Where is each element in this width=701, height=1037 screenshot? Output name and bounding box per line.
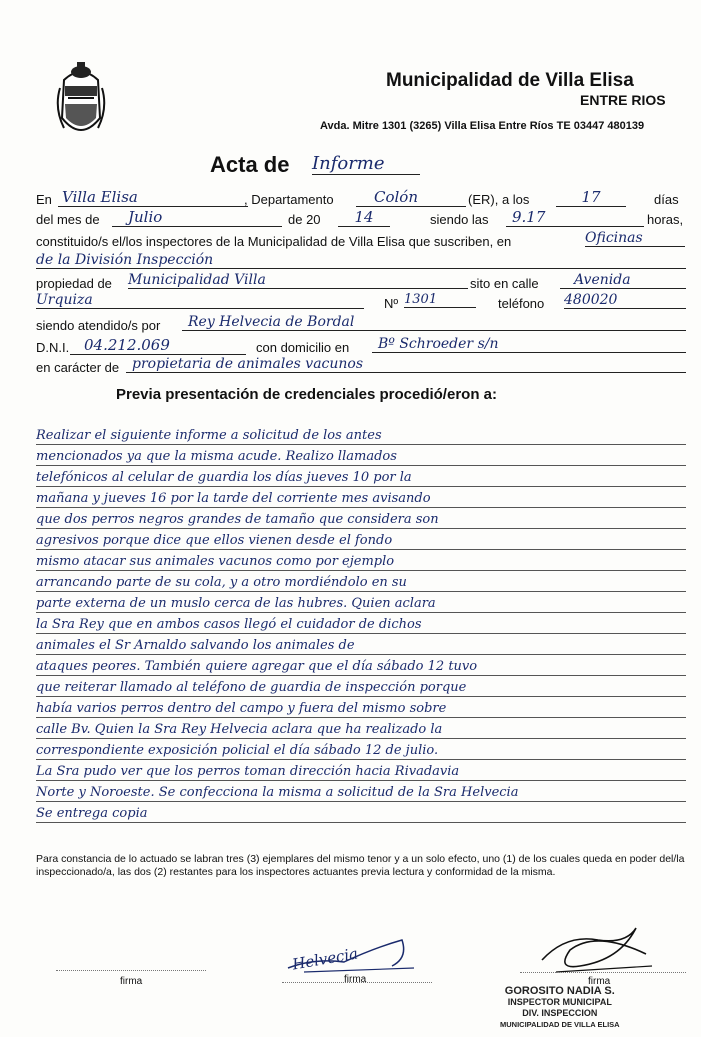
mes-label: del mes de (36, 212, 100, 227)
narrative-rule (36, 696, 686, 697)
caracter-value: propietaria de animales vacunos (126, 356, 686, 373)
anio-label: de 20 (288, 212, 321, 227)
anio-value: 14 (338, 208, 390, 227)
constituido-label: constituido/s el/los inspectores de la Municipalidad de Villa Elisa que suscriben, en (36, 234, 512, 249)
narrative-rule (36, 528, 686, 529)
municipality-address: Avda. Mitre 1301 (3265) Villa Elisa Entre Ríos TE 03447 480139 (320, 120, 645, 132)
signature-2-stroke-icon (284, 928, 424, 978)
calle-value-2: Urquiza (36, 292, 364, 309)
siendo-label: siendo las (430, 212, 489, 227)
narrative-line: había varios perros dentro del campo y fuera del mismo sobre (36, 701, 447, 716)
province-name: ENTRE RIOS (580, 92, 666, 108)
calle-value-1: Avenida (560, 272, 686, 289)
narrative-line: arrancando parte de su cola, y a otro mordiéndolo en su (36, 575, 407, 590)
narrative-line: mismo atacar sus animales vacunos como por ejemplo (36, 554, 395, 569)
narrative-line: Realizar el siguiente informe a solicitud de los antes (36, 428, 382, 443)
narrative-line: agresivos porque dice que ellos vienen desde el fondo (36, 533, 393, 548)
stamp-title: INSPECTOR MUNICIPAL (507, 997, 612, 1007)
narrative-line: calle Bv. Quien la Sra Rey Helvecia aclara que ha realizado la (36, 722, 443, 737)
atendido-value: Rey Helvecia de Bordal (182, 314, 686, 331)
atendido-label: siendo atendido/s por (36, 318, 161, 333)
narrative-line: Norte y Noroeste. Se confecciona la misma a solicitud de la Sra Helvecia (36, 785, 519, 800)
narrative-rule (36, 717, 686, 718)
narrative-line: que reiterar llamado al teléfono de guardia de inspección porque (36, 680, 467, 695)
firma-label-2: firma (344, 974, 367, 985)
narrative-rule (36, 801, 686, 802)
narrative-rule (36, 465, 686, 466)
narrative-rule (36, 570, 686, 571)
narrative-rule (36, 444, 686, 445)
section-title: Previa presentación de credenciales procedió/eron a: (116, 386, 497, 403)
hora-value: 9.17 (506, 208, 644, 227)
stamp-div: DIV. INSPECCION (522, 1008, 598, 1018)
municipal-coat-of-arms-icon (50, 58, 112, 144)
narrative-rule (36, 759, 686, 760)
narrative-rule (36, 738, 686, 739)
narrative-line: Se entrega copia (36, 806, 148, 821)
signature-line-1 (56, 970, 206, 971)
nro-value: 1301 (404, 292, 476, 308)
narrative-rule (36, 822, 686, 823)
narrative-line: que dos perros negros grandes de tamaño que considera son (36, 512, 439, 527)
dia-value: 17 (556, 188, 626, 207)
dni-value: 04.212.069 (70, 336, 246, 355)
en-value: Villa Elisa (58, 188, 248, 207)
dni-label: D.N.I. (36, 340, 70, 355)
municipality-name: Municipalidad de Villa Elisa (386, 70, 634, 91)
stamp-org: MUNICIPALIDAD DE VILLA ELISA (500, 1020, 620, 1029)
dias-label: días (654, 192, 679, 207)
narrative-line: La Sra pudo ver que los perros toman dirección hacia Rivadavia (36, 764, 460, 779)
lugar-value-2: de la División Inspección (36, 252, 686, 269)
propiedad-label: propiedad de (36, 276, 112, 291)
narrative-rule (36, 507, 686, 508)
narrative-rule (36, 780, 686, 781)
narrative-line: la Sra Rey que en ambos casos llegó el cuidador de dichos (36, 617, 422, 632)
narrative-rule (36, 675, 686, 676)
caracter-label: en carácter de (36, 360, 120, 375)
narrative-line: mencionados ya que la misma acude. Realizo llamados (36, 449, 397, 464)
narrative-rule (36, 654, 686, 655)
narrative-line: correspondiente exposición policial el día sábado 12 de julio. (36, 743, 439, 758)
nro-label: Nº (384, 296, 399, 311)
signature-3-icon (536, 920, 656, 976)
firma-label-1: firma (120, 976, 143, 987)
tel-value: 480020 (564, 292, 686, 309)
horas-label: horas, (647, 212, 684, 227)
er-label: (ER), a los (468, 192, 530, 207)
narrative-line: ataques peores. También quiere agregar que el día sábado 12 tuvo (36, 659, 478, 674)
depto-label: , Departamento (244, 192, 334, 207)
narrative-rule (36, 549, 686, 550)
narrative-rule (36, 486, 686, 487)
firma-label-3: firma (588, 976, 611, 987)
document-title: Acta de (210, 152, 290, 177)
footer-text: Para constancia de lo actuado se labran tres (3) ejemplares del mismo tenor y a un solo efecto, uno (1) de los cuales queda en poder del/la inspeccionado/a, las dos (2) restantes para los inspectores actuantes previa lectura y conformidad de la misma. (36, 853, 685, 878)
document-title-hand: Informe (312, 153, 420, 175)
depto-value: Colón (356, 188, 466, 207)
narrative-line: parte externa de un muslo cerca de las hubres. Quien aclara (36, 596, 436, 611)
en-label: En (36, 192, 52, 207)
lugar-value-1: Oficinas (585, 230, 685, 247)
signature-2-hand: Helvecia (290, 944, 360, 974)
domicilio-label: con domicilio en (256, 340, 350, 355)
narrative-line: animales el Sr Arnaldo salvando los animales de (36, 638, 355, 653)
narrative-rule (36, 633, 686, 634)
sito-label: sito en calle (470, 276, 539, 291)
narrative-rule (36, 591, 686, 592)
signature-line-3 (520, 972, 686, 973)
mes-value: Julio (112, 208, 282, 227)
narrative-rule (36, 612, 686, 613)
narrative-line: mañana y jueves 16 por la tarde del corriente mes avisando (36, 491, 431, 506)
stamp-name: GOROSITO NADIA S. (504, 985, 615, 997)
domicilio-value: Bº Schroeder s/n (372, 336, 686, 353)
propiedad-value: Municipalidad Villa (128, 272, 468, 289)
inspector-stamp (500, 986, 620, 1030)
tel-label: teléfono (498, 296, 545, 311)
narrative-line: telefónicos al celular de guardia los días jueves 10 por la (36, 470, 412, 485)
